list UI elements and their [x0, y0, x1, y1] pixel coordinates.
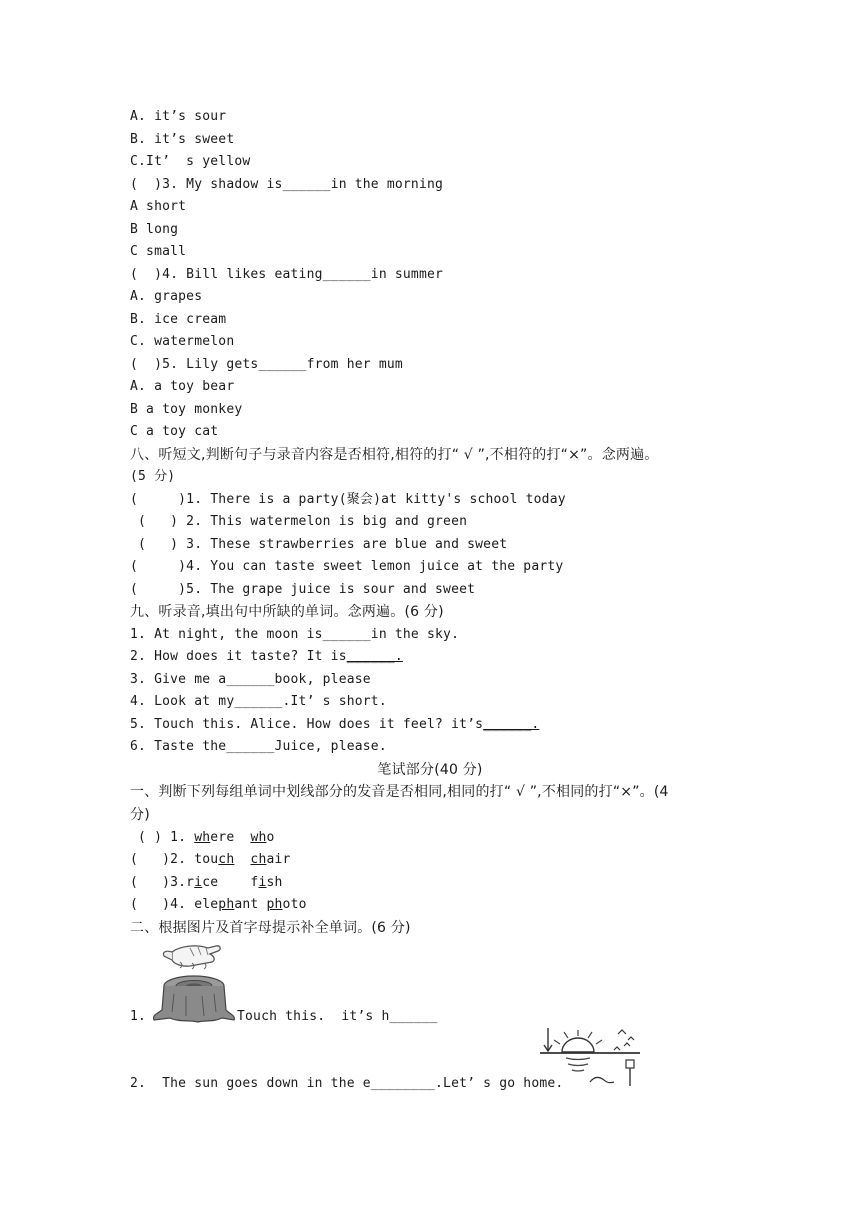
option-a-sour: A. it’s sour	[130, 109, 227, 124]
section-2-heading: 二、根据图片及首字母提示补全单词。(6 分)	[130, 920, 411, 936]
section-1-score: 分)	[130, 807, 150, 823]
option-a-grapes: A. grapes	[130, 289, 203, 304]
section-8-heading: 八、听短文,判断句子与录音内容是否相符,相符的打“ √ ”,不相符的打“×”。念两遍。	[130, 447, 659, 463]
blank-underline: ______.	[483, 717, 540, 732]
picture-item-1-sentence: Touch this. it’s h______	[237, 1009, 438, 1024]
picture-item-1-number: 1.	[130, 1009, 147, 1024]
fill-item-3: 3. Give me a______book, please	[130, 672, 371, 687]
option-b-sweet: B. it’s sweet	[130, 132, 235, 147]
blank-underline: ______.	[346, 649, 403, 664]
question-4: ( )4. Bill likes eating______in summer	[130, 267, 444, 282]
section-1-heading: 一、判断下列每组单词中划线部分的发音是否相同,相同的打“ √ ”,不相同的打“×”。(4	[130, 784, 669, 800]
phonics-item-4: ( )4. elephant photo	[130, 897, 307, 912]
phonics-item-3: ( )3.rice fish	[130, 875, 283, 890]
hand-on-tree-stump-picture	[150, 936, 238, 1026]
picture-item-2-sentence: 2. The sun goes down in the e________.Let’ s go home.	[130, 1076, 564, 1091]
option-a-toy-bear: A. a toy bear	[130, 379, 235, 394]
phonics-item-2: ( )2. touch chair	[130, 852, 291, 867]
section-9-heading: 九、听录音,填出句中所缺的单词。念两遍。(6 分)	[130, 604, 444, 620]
written-part-title: 笔试部分(40 分)	[377, 762, 483, 778]
judge-item-1: ( )1. There is a party(聚会)at kitty's school today	[130, 492, 566, 507]
option-c-toy-cat: C a toy cat	[130, 424, 219, 439]
fill-item-4: 4. Look at my______.It’ s short.	[130, 694, 387, 709]
question-3: ( )3. My shadow is______in the morning	[130, 177, 444, 192]
phonics-item-1: ( ) 1. where who	[130, 830, 275, 845]
judge-item-4: ( )4. You can taste sweet lemon juice at the party	[130, 559, 564, 574]
fill-item-2: 2. How does it taste? It is______.	[130, 649, 403, 664]
option-b-long: B long	[130, 222, 179, 237]
option-a-short: A short	[130, 199, 187, 214]
judge-item-2: ( ) 2. This watermelon is big and green	[130, 514, 468, 529]
option-b-ice-cream: B. ice cream	[130, 312, 227, 327]
question-5: ( )5. Lily gets______from her mum	[130, 357, 403, 372]
option-c-yellow: C.It’ s yellow	[130, 154, 251, 169]
option-c-small: C small	[130, 244, 187, 259]
fill-item-6: 6. Taste the______Juice, please.	[130, 739, 387, 754]
fill-item-5: 5. Touch this. Alice. How does it feel? it’s______.	[130, 717, 540, 732]
judge-item-3: ( ) 3. These strawberries are blue and sweet	[130, 537, 508, 552]
section-8-score: (5 分)	[130, 469, 176, 484]
option-c-watermelon: C. watermelon	[130, 334, 235, 349]
fill-item-1: 1. At night, the moon is______in the sky.	[130, 627, 460, 642]
option-b-toy-monkey: B a toy monkey	[130, 402, 243, 417]
judge-item-5: ( )5. The grape juice is sour and sweet	[130, 582, 476, 597]
